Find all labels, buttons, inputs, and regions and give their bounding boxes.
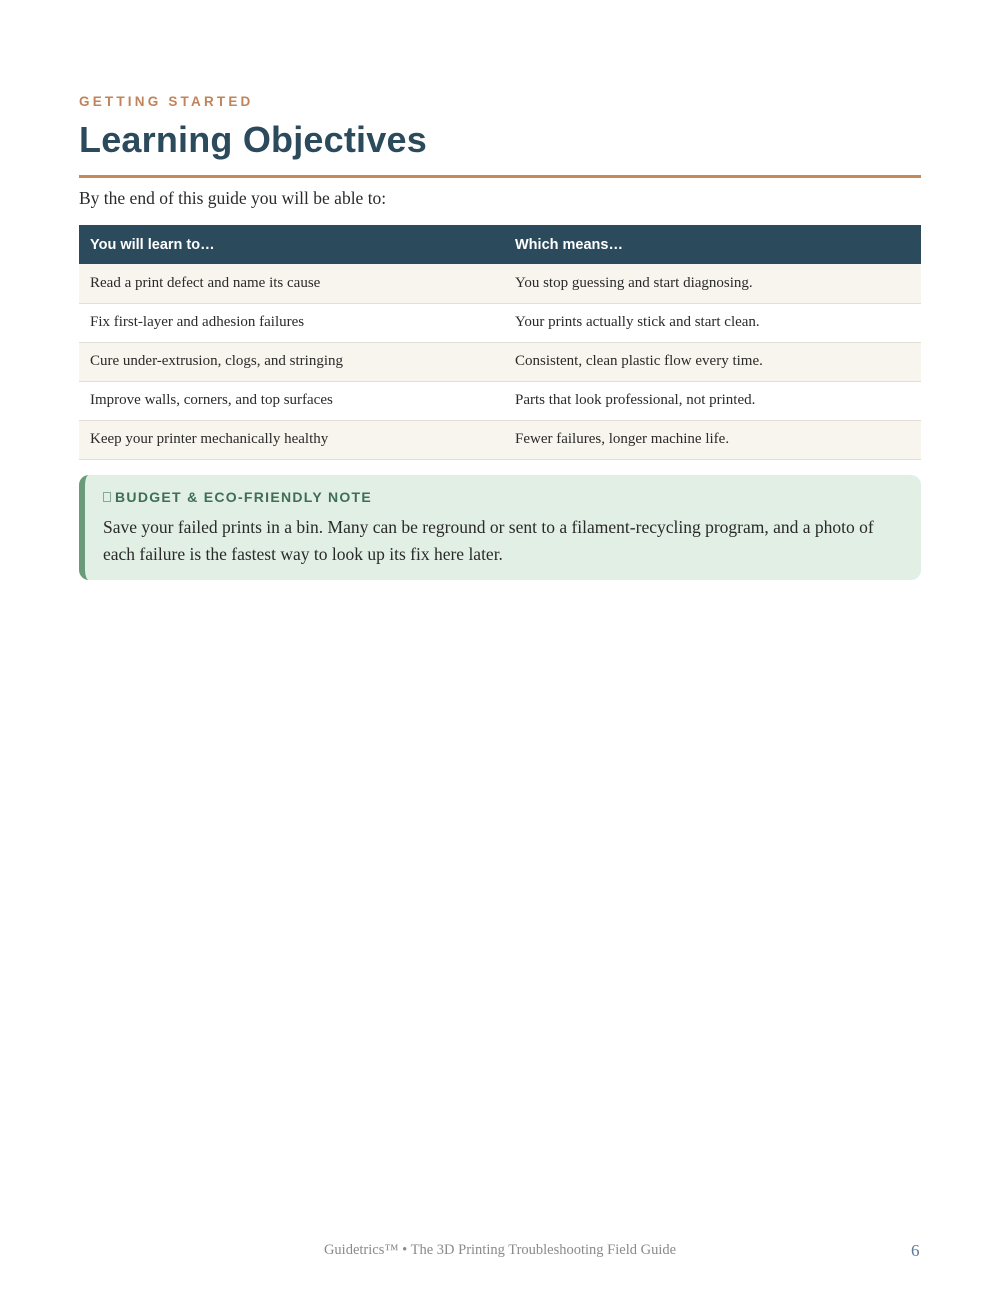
table-row: [79, 264, 921, 303]
note-heading-row: [103, 489, 903, 505]
table-cell: Parts that look professional, not printed.: [504, 381, 921, 420]
page-number: 6: [911, 1241, 920, 1260]
table-header-row: [79, 225, 921, 264]
table-cell: Cure under-extrusion, clogs, and stringing: [79, 342, 504, 381]
column-header-means: Which means…: [504, 225, 921, 264]
intro-text: By the end of this guide you will be able to:: [79, 188, 387, 208]
table-cell: Keep your printer mechanically healthy: [79, 420, 504, 459]
eco-note-callout: [79, 475, 921, 580]
footer-text: Guidetrics™ • The 3D Printing Troubleshooting Field Guide: [323, 1242, 677, 1258]
table-cell: Improve walls, corners, and top surfaces: [79, 381, 504, 420]
table-cell: Fewer failures, longer machine life.: [504, 420, 921, 459]
objectives-table: [79, 225, 921, 460]
title-divider: [79, 175, 921, 178]
column-header-learn: You will learn to…: [79, 225, 504, 264]
table-cell: Read a print defect and name its cause: [79, 264, 504, 303]
table-cell: Your prints actually stick and start clean.: [504, 303, 921, 342]
table-row: [79, 420, 921, 459]
note-heading: BUDGET & ECO-FRIENDLY NOTE: [115, 489, 373, 505]
table-row: [79, 381, 921, 420]
page-title: Learning Objectives: [79, 119, 427, 160]
table-row: [79, 342, 921, 381]
table-cell: Fix first-layer and adhesion failures: [79, 303, 504, 342]
table-cell: You stop guessing and start diagnosing.: [504, 264, 921, 303]
missing-glyph-icon: [103, 492, 111, 502]
table-cell: Consistent, clean plastic flow every time.: [504, 342, 921, 381]
table-row: [79, 303, 921, 342]
note-body: Save your failed prints in a bin. Many can be reground or sent to a filament-recycling program, and a photo of each failure is the fastest way to look up its fix here later.: [103, 517, 874, 564]
section-label: GETTING STARTED: [79, 94, 254, 109]
